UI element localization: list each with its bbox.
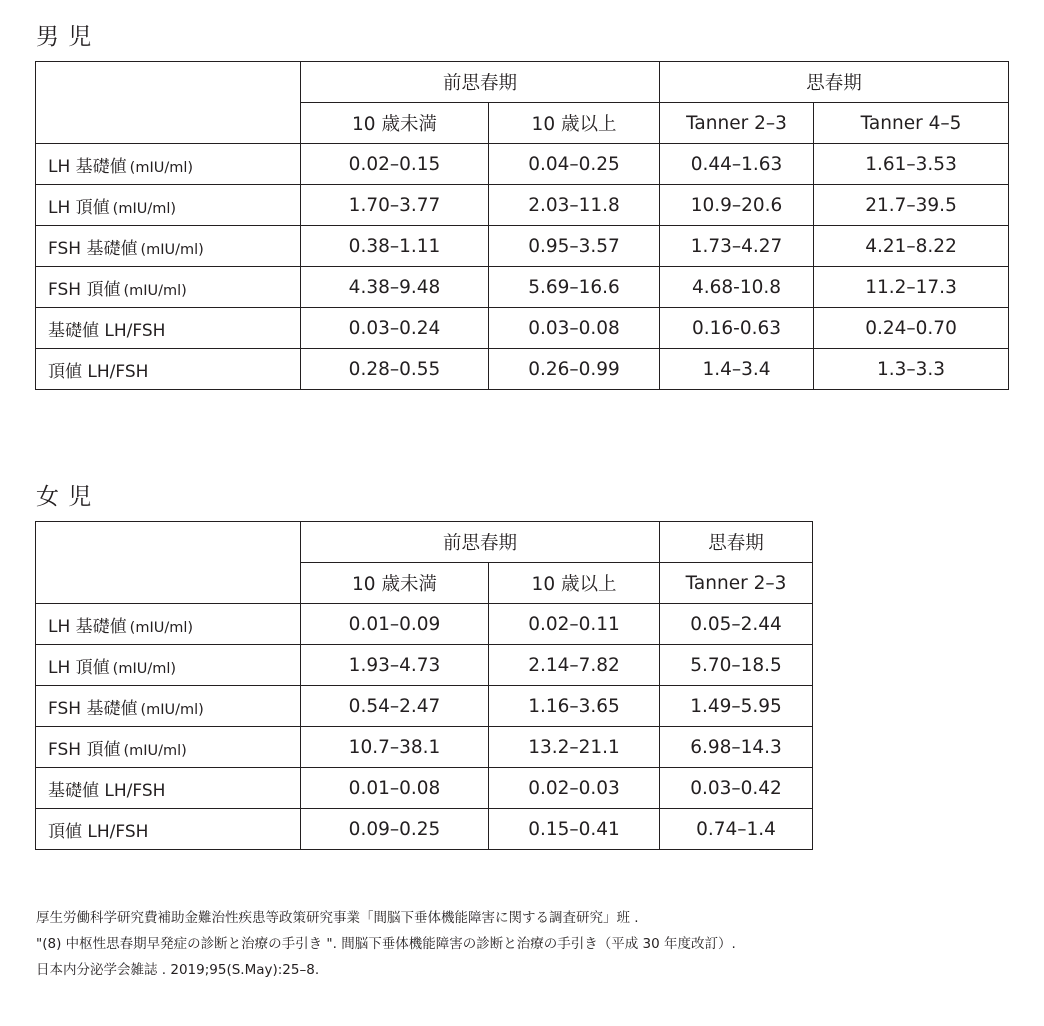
value-cell: 0.04–0.25: [489, 144, 660, 185]
value-cell: 21.7–39.5: [814, 185, 1009, 226]
table-row: [36, 144, 1009, 185]
table-row: [36, 768, 813, 809]
value-cell: 10.9–20.6: [660, 185, 814, 226]
table-row: [36, 809, 813, 850]
row-label-text: FSH 基礎値: [48, 698, 138, 719]
row-label: [36, 645, 301, 686]
group-header-prepubertal: 前思春期: [301, 522, 660, 563]
row-label-text: 基礎値 LH/FSH: [48, 780, 166, 801]
value-cell: 0.05–2.44: [660, 604, 813, 645]
sub-header-cell: Tanner 2–3: [660, 103, 814, 144]
value-cell: 5.70–18.5: [660, 645, 813, 686]
value-cell: 1.16–3.65: [489, 686, 660, 727]
value-cell: 13.2–21.1: [489, 727, 660, 768]
girls-section-heading: 女 児: [36, 484, 93, 510]
group-header-row: [36, 62, 1009, 103]
value-cell: 0.28–0.55: [301, 349, 489, 390]
value-cell: 1.70–3.77: [301, 185, 489, 226]
table-row: [36, 645, 813, 686]
row-label-unit: (mIU/ml): [140, 241, 204, 258]
sub-header-cell: 10 歳未満: [301, 103, 489, 144]
row-label-text: FSH 頂値: [48, 279, 121, 300]
row-label: [36, 727, 301, 768]
value-cell: 0.95–3.57: [489, 226, 660, 267]
table-row: [36, 349, 1009, 390]
value-cell: 0.01–0.09: [301, 604, 489, 645]
value-cell: 6.98–14.3: [660, 727, 813, 768]
value-cell: 0.01–0.08: [301, 768, 489, 809]
value-cell: 0.03–0.08: [489, 308, 660, 349]
row-label-unit: (mIU/ml): [129, 159, 194, 176]
value-cell: 5.69–16.6: [489, 267, 660, 308]
value-cell: 0.74–1.4: [660, 809, 813, 850]
row-label-text: FSH 頂値: [48, 739, 121, 760]
value-cell: 4.68-10.8: [660, 267, 814, 308]
row-label: [36, 349, 301, 390]
value-cell: 0.03–0.24: [301, 308, 489, 349]
table-row: [36, 604, 813, 645]
value-cell: 0.24–0.70: [814, 308, 1009, 349]
row-label: [36, 768, 301, 809]
value-cell: 2.14–7.82: [489, 645, 660, 686]
corner-cell: [36, 62, 301, 144]
table-row: [36, 727, 813, 768]
boys-section-heading: 男 児: [36, 24, 93, 50]
sub-header-cell: 10 歳以上: [489, 563, 660, 604]
row-label: [36, 144, 301, 185]
row-label-unit: (mIU/ml): [129, 619, 194, 636]
table-row: [36, 308, 1009, 349]
value-cell: 0.44–1.63: [660, 144, 814, 185]
row-label-unit: (mIU/ml): [123, 282, 187, 299]
table-row: [36, 226, 1009, 267]
value-cell: 10.7–38.1: [301, 727, 489, 768]
value-cell: 0.15–0.41: [489, 809, 660, 850]
citation-line: "(8) 中枢性思春期早発症の診断と治療の手引き ". 間脳下垂体機能障害の診断と治療の手引き（平成 30 年度改訂）.: [36, 936, 736, 952]
row-label: [36, 604, 301, 645]
table-row: [36, 686, 813, 727]
value-cell: 2.03–11.8: [489, 185, 660, 226]
citation-line: 厚生労働科学研究費補助金難治性疾患等政策研究事業「間脳下垂体機能障害に関する調査研究」班 .: [36, 910, 639, 926]
row-label: [36, 686, 301, 727]
value-cell: 0.26–0.99: [489, 349, 660, 390]
row-label-unit: (mIU/ml): [123, 742, 187, 759]
group-header-pubertal: 思春期: [660, 62, 1009, 103]
sub-header-cell: 10 歳以上: [489, 103, 660, 144]
value-cell: 0.02–0.15: [301, 144, 489, 185]
sub-header-cell: Tanner 2–3: [660, 563, 813, 604]
row-label-text: LH 基礎値: [48, 156, 127, 177]
table-row: [36, 267, 1009, 308]
value-cell: 1.49–5.95: [660, 686, 813, 727]
value-cell: 0.54–2.47: [301, 686, 489, 727]
row-label-unit: (mIU/ml): [112, 200, 177, 217]
corner-cell: [36, 522, 301, 604]
row-label: [36, 267, 301, 308]
row-label-unit: (mIU/ml): [112, 660, 177, 677]
table-row: [36, 185, 1009, 226]
boys-reference-table: [35, 61, 1009, 390]
value-cell: 0.09–0.25: [301, 809, 489, 850]
girls-reference-table: [35, 521, 813, 850]
row-label: [36, 308, 301, 349]
citation: [36, 905, 736, 983]
value-cell: 0.02–0.11: [489, 604, 660, 645]
row-label: [36, 809, 301, 850]
row-label-text: LH 頂値: [48, 197, 110, 218]
value-cell: 0.38–1.11: [301, 226, 489, 267]
row-label-text: LH 頂値: [48, 657, 110, 678]
row-label-text: 頂値 LH/FSH: [48, 821, 149, 842]
value-cell: 0.03–0.42: [660, 768, 813, 809]
value-cell: 1.93–4.73: [301, 645, 489, 686]
group-header-pubertal: 思春期: [660, 522, 813, 563]
value-cell: 0.16-0.63: [660, 308, 814, 349]
sub-header-cell: 10 歳未満: [301, 563, 489, 604]
row-label: [36, 185, 301, 226]
value-cell: 1.4–3.4: [660, 349, 814, 390]
row-label-text: 基礎値 LH/FSH: [48, 320, 166, 341]
value-cell: 0.02–0.03: [489, 768, 660, 809]
value-cell: 11.2–17.3: [814, 267, 1009, 308]
row-label-text: 頂値 LH/FSH: [48, 361, 149, 382]
value-cell: 4.38–9.48: [301, 267, 489, 308]
value-cell: 1.61–3.53: [814, 144, 1009, 185]
row-label-text: LH 基礎値: [48, 616, 127, 637]
group-header-row: [36, 522, 813, 563]
sub-header-cell: Tanner 4–5: [814, 103, 1009, 144]
citation-line: 日本内分泌学会雑誌 . 2019;95(S.May):25–8.: [36, 962, 320, 978]
row-label-text: FSH 基礎値: [48, 238, 138, 259]
value-cell: 1.73–4.27: [660, 226, 814, 267]
value-cell: 1.3–3.3: [814, 349, 1009, 390]
row-label-unit: (mIU/ml): [140, 701, 204, 718]
value-cell: 4.21–8.22: [814, 226, 1009, 267]
group-header-prepubertal: 前思春期: [301, 62, 660, 103]
row-label: [36, 226, 301, 267]
